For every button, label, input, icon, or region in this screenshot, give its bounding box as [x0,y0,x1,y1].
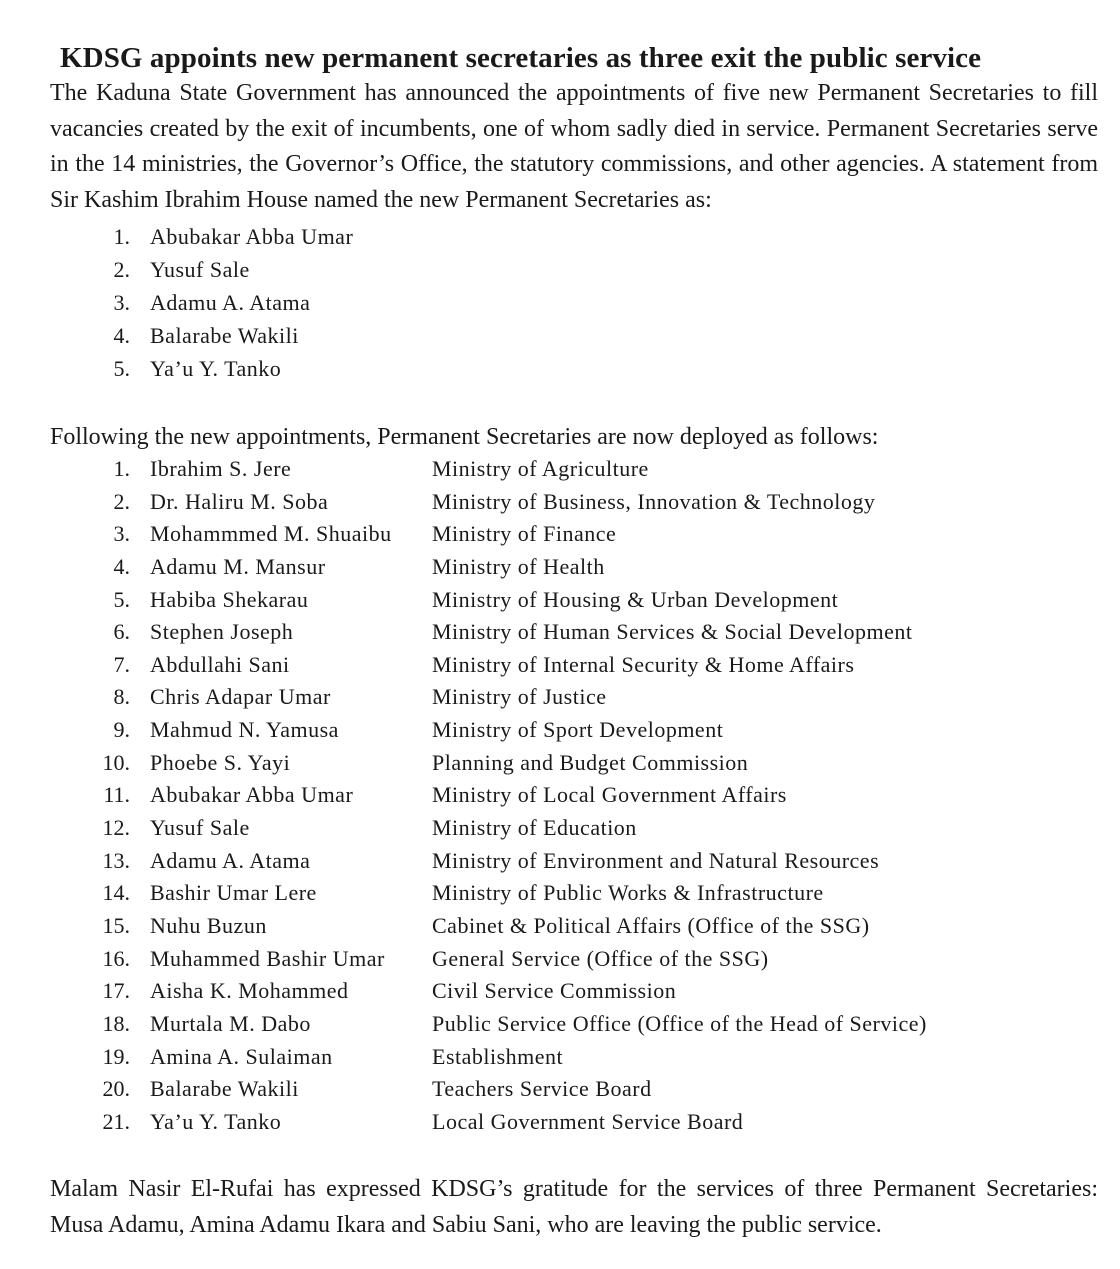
table-row [50,812,1098,845]
list-number: 16. [102,945,130,971]
secretary-name: Yusuf Sale [150,815,250,841]
list-number: 10. [102,749,130,775]
ministry-name: Ministry of Public Works & Infrastructure [432,880,824,906]
document-page [50,40,1098,1243]
ministry-name: Ministry of Human Services & Social Development [432,619,913,645]
ministry-name: Ministry of Education [432,815,637,841]
list-number: 3. [113,521,130,547]
secretary-name: Adamu A. Atama [150,290,311,315]
list-number: 3. [113,290,130,315]
ministry-name: General Service (Office of the SSG) [432,945,769,971]
ministry-name: Ministry of Internal Security & Home Affairs [432,651,855,677]
secretary-name: Dr. Haliru M. Soba [150,488,329,514]
table-row [50,584,1098,617]
table-row [50,616,1098,649]
secretary-name: Balarabe Wakili [150,323,299,348]
table-row [50,910,1098,943]
list-number: 17. [102,978,130,1004]
ministry-name: Establishment [432,1043,564,1069]
secretary-name: Aisha K. Mohammed [150,978,349,1004]
table-row [50,877,1098,910]
list-number: 6. [113,619,130,645]
secretary-name: Ibrahim S. Jere [150,456,292,481]
table-row [50,1008,1098,1041]
list-item [50,286,1098,319]
list-number: 19. [102,1043,130,1069]
ministry-name: Teachers Service Board [432,1076,652,1102]
list-number: 9. [113,717,130,743]
list-item [50,253,1098,286]
secretary-name: Adamu M. Mansur [150,553,326,579]
secretary-name: Phoebe S. Yayi [150,749,291,775]
ministry-name: Ministry of Local Government Affairs [432,782,787,808]
list-number: 14. [102,880,130,906]
list-number: 2. [113,257,130,282]
closing-paragraph: Malam Nasir El-Rufai has expressed KDSG’s gratitude for the services of three Permanent Secretaries: Musa Adamu, Amina Adamu Ikara and Sabiu Sani, who are leaving the public service. [50,1176,1098,1238]
deployment-intro: Following the new appointments, Permanent Secretaries are now deployed as follows: [50,424,879,450]
list-number: 11. [103,782,130,808]
secretary-name: Nuhu Buzun [150,912,267,938]
list-number: 1. [113,224,130,249]
secretary-name: Abubakar Abba Umar [150,782,354,808]
list-number: 1. [113,456,130,481]
secretary-name: Ya’u Y. Tanko [150,356,282,381]
list-number: 5. [113,586,130,612]
ministry-name: Cabinet & Political Affairs (Office of the SSG) [432,912,870,938]
secretary-name: Murtala M. Dabo [150,1010,311,1036]
ministry-name: Ministry of Justice [432,684,607,710]
list-number: 2. [113,488,130,514]
list-item [50,220,1098,253]
list-number: 20. [102,1076,130,1102]
ministry-name: Civil Service Commission [432,978,677,1004]
table-row [50,486,1098,519]
table-row [50,845,1098,878]
table-row [50,714,1098,747]
secretary-name: Stephen Joseph [150,619,294,645]
ministry-name: Ministry of Environment and Natural Resources [432,847,880,873]
list-number: 4. [113,323,130,348]
list-number: 8. [113,684,130,710]
list-number: 15. [102,912,130,938]
ministry-name: Ministry of Health [432,553,605,579]
new-secretaries-list [50,220,1098,385]
ministry-name: Local Government Service Board [432,1108,744,1134]
list-number: 4. [113,553,130,579]
list-number: 7. [113,651,130,677]
ministry-name: Ministry of Sport Development [432,717,724,743]
ministry-name: Ministry of Housing & Urban Development [432,586,839,612]
table-row [50,551,1098,584]
table-row [50,975,1098,1008]
headline: KDSG appoints new permanent secretaries as three exit the public service [60,42,982,74]
table-row [50,453,1098,486]
ministry-name: Ministry of Business, Innovation & Technology [432,488,876,514]
table-row [50,1106,1098,1139]
list-number: 13. [102,847,130,873]
secretary-name: Ya’u Y. Tanko [150,1108,282,1134]
ministry-name: Ministry of Agriculture [432,456,649,481]
table-row [50,681,1098,714]
list-item [50,352,1098,385]
secretary-name: Bashir Umar Lere [150,880,317,906]
table-row [50,943,1098,976]
secretary-name: Abdullahi Sani [150,651,290,677]
ministry-name: Public Service Office (Office of the Head of Service) [432,1010,927,1036]
secretary-name: Chris Adapar Umar [150,684,331,710]
deployment-list [50,453,1098,1138]
table-row [50,649,1098,682]
secretary-name: Muhammed Bashir Umar [150,945,385,971]
list-number: 21. [102,1108,130,1134]
list-item [50,319,1098,352]
secretary-name: Balarabe Wakili [150,1076,299,1102]
list-number: 12. [102,815,130,841]
table-row [50,779,1098,812]
ministry-name: Ministry of Finance [432,521,617,547]
secretary-name: Habiba Shekarau [150,586,309,612]
table-row [50,518,1098,551]
secretary-name: Mohammmed M. Shuaibu [150,521,392,547]
table-row [50,1041,1098,1074]
intro-paragraph: The Kaduna State Government has announced the appointments of five new Permanent Secretaries to fill vacancies created by the exit of incumbents, one of whom sadly died in service. Permanent Secretaries serve in the 14 ministries, the Governor’s Office, the statutory commissions, and other agencies. A statement from Sir Kashim Ibrahim House named the new Permanent Secretaries as: [50,80,1098,213]
secretary-name: Adamu A. Atama [150,847,311,873]
ministry-name: Planning and Budget Commission [432,749,749,775]
secretary-name: Yusuf Sale [150,257,250,282]
secretary-name: Abubakar Abba Umar [150,224,354,249]
secretary-name: Mahmud N. Yamusa [150,717,339,743]
table-row [50,747,1098,780]
list-number: 18. [102,1010,130,1036]
list-number: 5. [113,356,130,381]
secretary-name: Amina A. Sulaiman [150,1043,333,1069]
table-row [50,1073,1098,1106]
